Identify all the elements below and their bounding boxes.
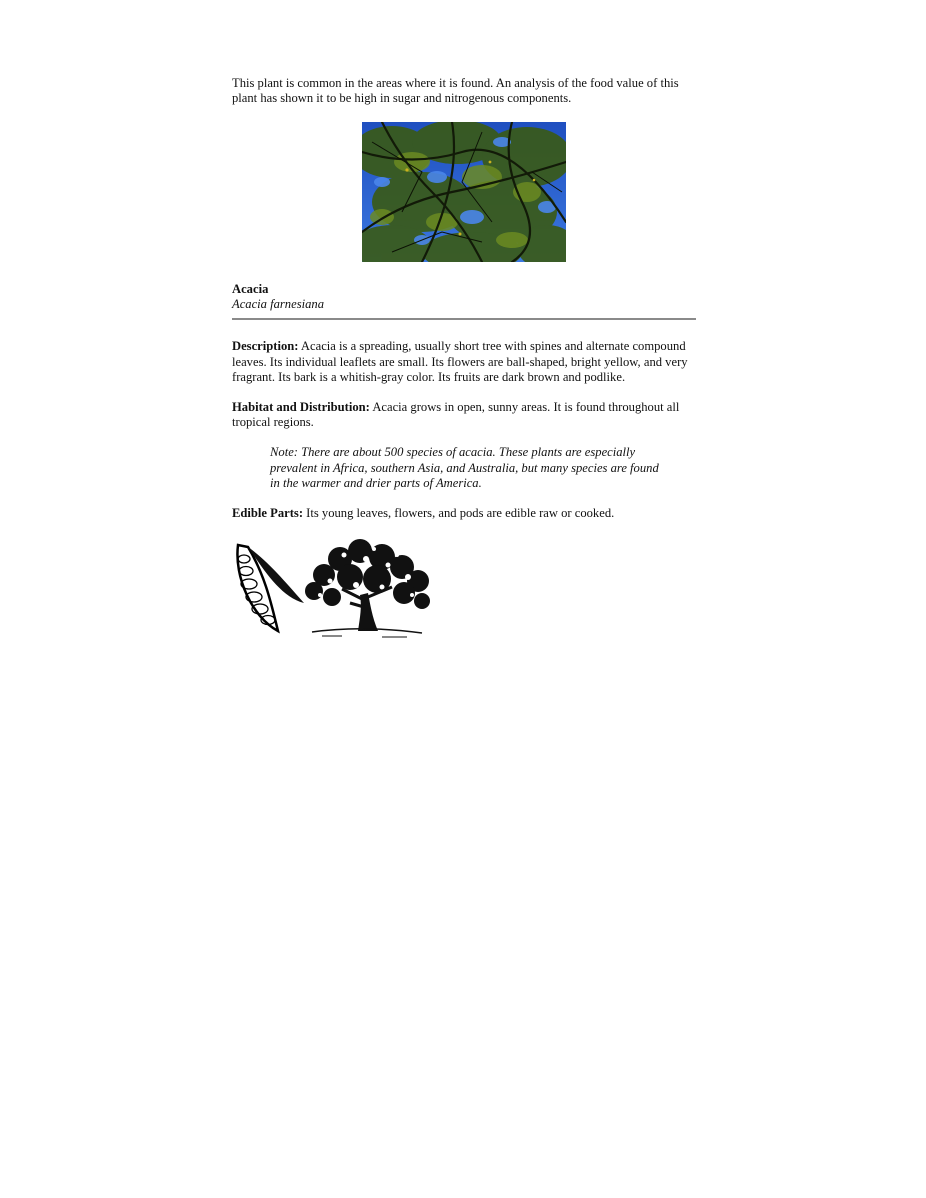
description-label: Description: [232, 339, 299, 354]
tree-icon [305, 539, 430, 637]
acacia-foliage-photo [362, 122, 566, 262]
description-paragraph [232, 339, 698, 385]
plant-scientific-name: Acacia farnesiana [232, 297, 324, 312]
edible-parts-paragraph [232, 506, 698, 521]
habitat-text: Acacia grows in open, sunny areas. It is found throughout all tropical regions. [232, 400, 680, 430]
acacia-pod-and-tree-drawing [232, 537, 437, 641]
habitat-label: Habitat and Distribution: [232, 400, 370, 415]
seed-pod-icon [237, 545, 304, 631]
edible-parts-label: Edible Parts: [232, 506, 304, 521]
acacia-illustration-graphic [232, 537, 437, 641]
note-paragraph: Note: There are about 500 species of acacia. These plants are especially prevalent in Africa, southern Asia, and Australia, but many species are found in the warmer and drier parts of America. [270, 445, 659, 490]
acacia-photo-graphic [362, 122, 566, 262]
edible-parts-text: Its young leaves, flowers, and pods are edible raw or cooked. [303, 506, 615, 521]
description-text: Acacia is a spreading, usually short tree with spines and alternate compound leaves. Its individual leaflets are small. Its flowers are ball-shaped, bright yellow, and very fragrant. Its bark is a whitish-gray color. Its fruits are dark brown and podlike. [232, 339, 688, 384]
document-content [232, 76, 698, 641]
section-divider [232, 318, 696, 320]
intro-paragraph: This plant is common in the areas where it is found. An analysis of the food value of this plant has shown it to be high in sugar and nitrogenous components. [232, 76, 679, 106]
plant-name: Acacia [232, 282, 269, 297]
habitat-paragraph [232, 400, 698, 430]
